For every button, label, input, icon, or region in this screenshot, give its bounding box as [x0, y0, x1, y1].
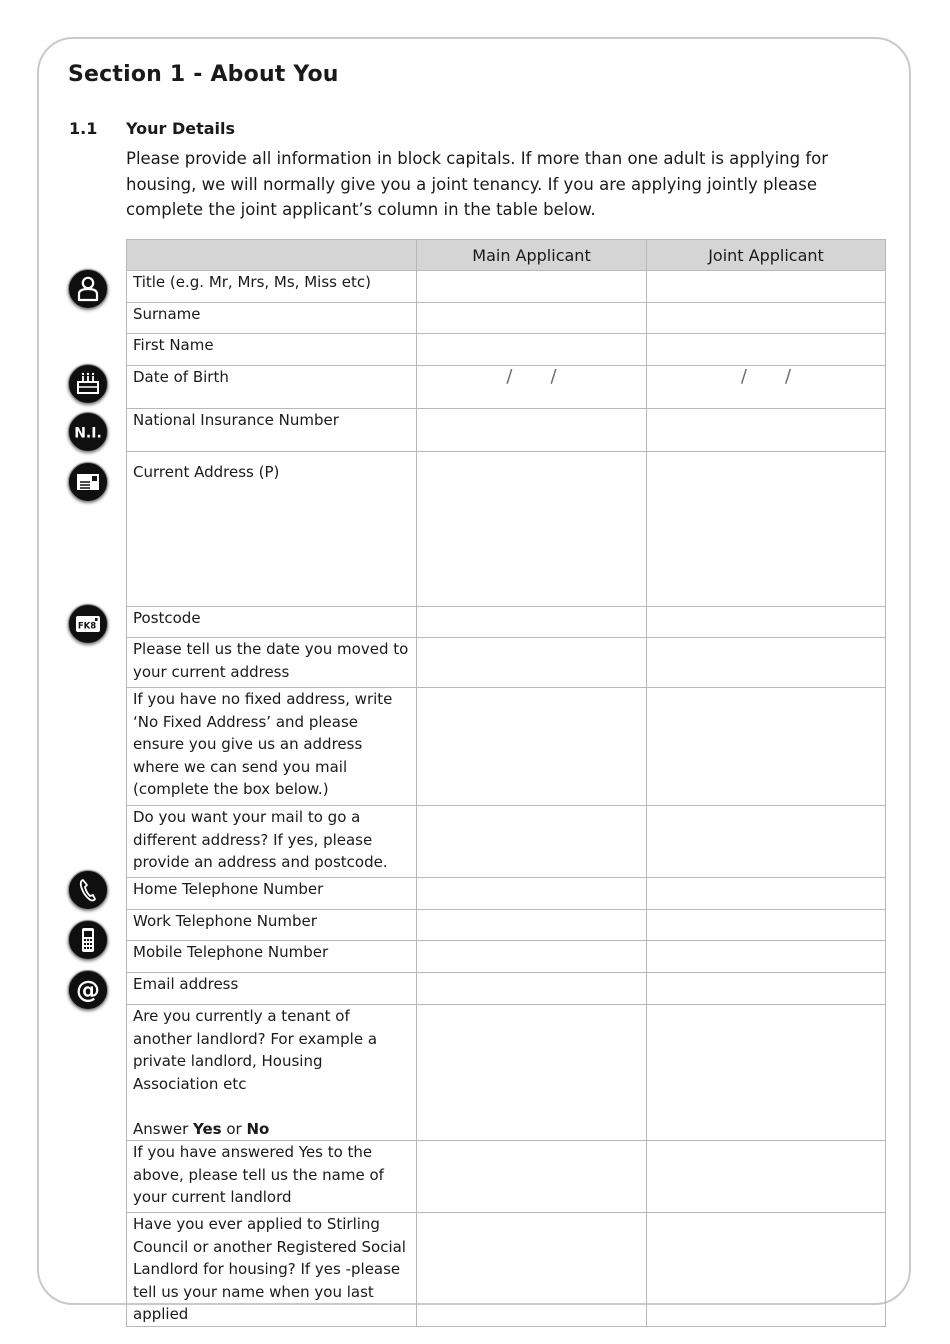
row-work-telephone [127, 910, 886, 941]
main-applied-before-field[interactable] [417, 1213, 647, 1327]
applicant-details-table [126, 239, 886, 1327]
main-current-tenant-field[interactable] [417, 1005, 647, 1141]
row-date-moved [127, 638, 886, 688]
main-mobile-telephone-field[interactable] [417, 941, 647, 973]
main-email-field[interactable] [417, 973, 647, 1005]
row-first-name [127, 334, 886, 366]
joint-email-field[interactable] [647, 973, 886, 1005]
tenant-question: Are you currently a tenant of another landlord? For example a private landlord, Housing Association etc [133, 1007, 378, 1093]
main-dob-field[interactable] [417, 366, 647, 409]
header-label-column [127, 240, 417, 271]
main-work-telephone-field[interactable] [417, 910, 647, 941]
svg-text:@: @ [76, 976, 100, 1004]
intro-text: Please provide all information in block capitals. If more than one adult is applying for housing, we will normally give you a joint tenancy. If you are applying jointly please complete the joint applicant’s column in the table below. [126, 149, 829, 219]
header-main-applicant: Main Applicant [417, 240, 647, 271]
main-mail-address-field[interactable] [417, 806, 647, 878]
joint-title-field[interactable] [647, 271, 886, 303]
joint-surname-field[interactable] [647, 303, 886, 334]
date-separator: / [785, 366, 792, 387]
birthday-cake-icon [68, 364, 108, 404]
main-home-telephone-field[interactable] [417, 878, 647, 910]
main-address-field[interactable] [417, 452, 647, 607]
joint-postcode-field[interactable] [647, 607, 886, 638]
section-title: Section 1 - About You [68, 62, 339, 87]
row-landlord-name [127, 1141, 886, 1213]
row-surname [127, 303, 886, 334]
row-postcode [127, 607, 886, 638]
joint-no-fixed-address-field[interactable] [647, 688, 886, 806]
label-landlord-name: If you have answered Yes to the above, please tell us the name of your current landlord [127, 1141, 417, 1213]
row-ni-number [127, 409, 886, 452]
label-work-telephone: Work Telephone Number [127, 910, 417, 941]
row-no-fixed-address [127, 688, 886, 806]
main-no-fixed-address-field[interactable] [417, 688, 647, 806]
joint-first-name-field[interactable] [647, 334, 886, 366]
label-surname: Surname [127, 303, 417, 334]
mobile-phone-icon [68, 920, 108, 960]
joint-dob-field[interactable] [647, 366, 886, 409]
main-date-moved-field[interactable] [417, 638, 647, 688]
label-applied-before: Have you ever applied to Stirling Council or another Registered Social Landlord for housing? If yes -please tell us your name when you last applied [127, 1213, 417, 1327]
row-title [127, 271, 886, 303]
joint-date-moved-field[interactable] [647, 638, 886, 688]
postcode-icon [68, 604, 108, 644]
date-separator: / [740, 366, 747, 387]
joint-mail-address-field[interactable] [647, 806, 886, 878]
label-ni-number: National Insurance Number [127, 409, 417, 452]
joint-mobile-telephone-field[interactable] [647, 941, 886, 973]
label-no-fixed-address: If you have no fixed address, write ‘No Fixed Address’ and please ensure you give us an address where we can send you mail (complete the box below.) [127, 688, 417, 806]
label-postcode: Postcode [127, 607, 417, 638]
row-mail-address [127, 806, 886, 878]
label-title: Title (e.g. Mr, Mrs, Ms, Miss etc) [127, 271, 417, 303]
row-date-of-birth [127, 366, 886, 409]
main-landlord-name-field[interactable] [417, 1141, 647, 1213]
row-mobile-telephone [127, 941, 886, 973]
joint-landlord-name-field[interactable] [647, 1141, 886, 1213]
svg-text:N.I.: N.I. [74, 425, 102, 442]
joint-applied-before-field[interactable] [647, 1213, 886, 1327]
joint-ni-field[interactable] [647, 409, 886, 452]
label-mail-address: Do you want your mail to go a different address? If yes, please provide an address and postcode. [127, 806, 417, 878]
main-postcode-field[interactable] [417, 607, 647, 638]
telephone-icon [68, 870, 108, 910]
label-current-tenant [127, 1005, 417, 1141]
row-email [127, 973, 886, 1005]
label-mobile-telephone: Mobile Telephone Number [127, 941, 417, 973]
email-icon [68, 970, 108, 1010]
row-applied-before [127, 1213, 886, 1327]
subsection-title: Your Details [126, 119, 236, 138]
tenant-answer-hint: Answer Yes or No [133, 1119, 270, 1138]
main-first-name-field[interactable] [417, 334, 647, 366]
date-separator: / [550, 366, 557, 387]
joint-current-tenant-field[interactable] [647, 1005, 886, 1141]
national-insurance-icon [68, 412, 108, 452]
main-surname-field[interactable] [417, 303, 647, 334]
joint-home-telephone-field[interactable] [647, 878, 886, 910]
main-title-field[interactable] [417, 271, 647, 303]
row-current-address [127, 452, 886, 607]
joint-address-field[interactable] [647, 452, 886, 607]
header-joint-applicant: Joint Applicant [647, 240, 886, 271]
subsection-number: 1.1 [69, 119, 98, 138]
letter-icon [68, 462, 108, 502]
row-current-tenant [127, 1005, 886, 1141]
label-first-name: First Name [127, 334, 417, 366]
label-date-of-birth: Date of Birth [127, 366, 417, 409]
label-email: Email address [127, 973, 417, 1005]
svg-text:FK8: FK8 [77, 621, 97, 632]
table-header-row [127, 240, 886, 271]
joint-work-telephone-field[interactable] [647, 910, 886, 941]
label-current-address: Current Address (P) [127, 452, 417, 607]
label-date-moved: Please tell us the date you moved to your current address [127, 638, 417, 688]
label-home-telephone: Home Telephone Number [127, 878, 417, 910]
main-ni-field[interactable] [417, 409, 647, 452]
person-icon [68, 269, 108, 309]
date-separator: / [506, 366, 513, 387]
row-home-telephone [127, 878, 886, 910]
